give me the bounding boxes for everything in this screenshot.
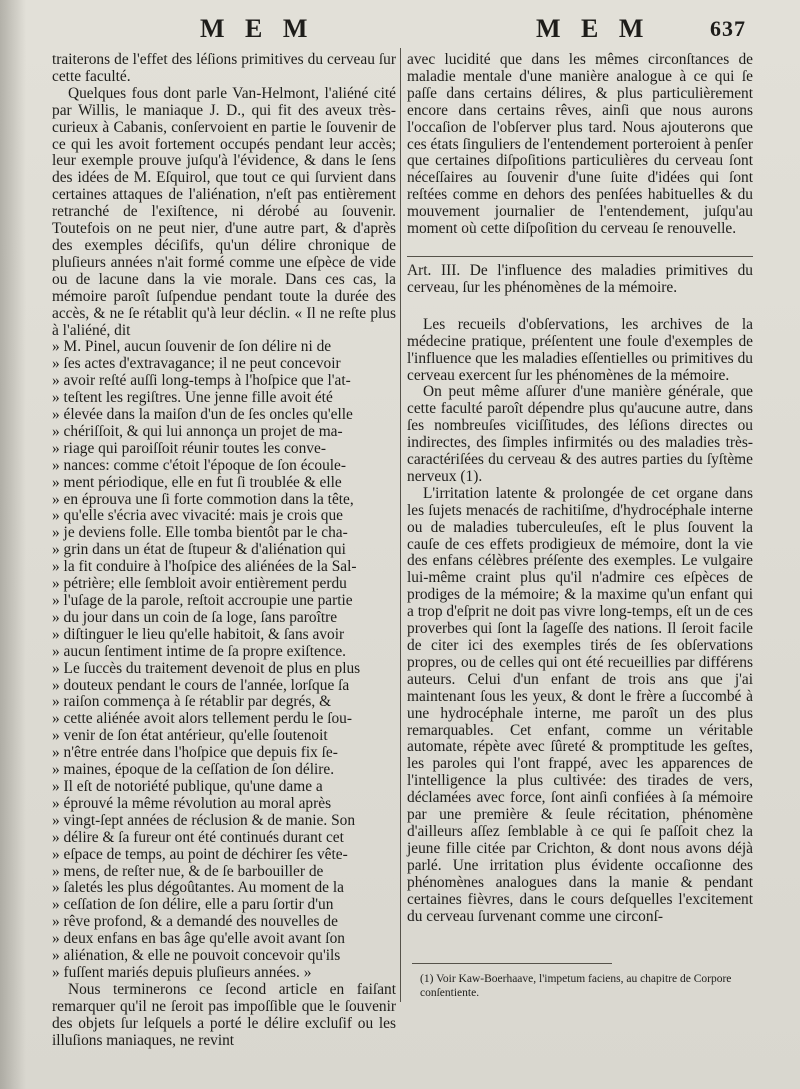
footnote: (1) Voir Kaw-Boerhaave, l'impetum faciens, au chapitre de Corpore conſentiente. — [420, 973, 732, 999]
quote-line: » Le ſuccès du traitement devenoit de plus en plus — [52, 659, 361, 677]
quote-line: » venir de ſon état antérieur, qu'elle ſoutenoit — [52, 727, 328, 745]
quote-line: » mens, de reſter nue, & de ſe barbouiller de — [52, 862, 324, 880]
quote-line: » M. Pinel, aucun ſouvenir de ſon délire ni de — [52, 338, 332, 356]
quote-line: » élevée dans la maiſon d'un de ſes oncles qu'elle — [52, 406, 353, 424]
quote-line: » qu'elle s'écria avec vivacité: mais je crois que — [52, 507, 344, 525]
quote-line: » chériſſoit, & qui lui annonça un projet de ma- — [52, 422, 343, 440]
quote-line: » riage qui paroiſſoit réunir toutes les conve- — [52, 439, 326, 457]
page-header — [0, 14, 800, 50]
paragraph: On peut même aſſurer d'une manière générale, que cette faculté paroît dépendre plus qu'aucune autre, dans ſes nombreuſes viciſſitudes, des léſions directes ou indirectes, des ſimples infirmités ou des maladies très-caractériſées du cerveau & des autres parties du ſyſtème nerveux (1). — [407, 383, 753, 485]
gutter-shadow — [0, 0, 26, 1089]
quote-line: » raiſon commença à ſe rétablir par degrés, & — [52, 693, 332, 711]
quote-line: » en éprouva une ſi forte commotion dans la tête, — [52, 490, 354, 508]
quote-line: » du jour dans un coin de ſa loge, ſans paroître — [52, 608, 338, 626]
quote-line: » ceſſation de ſon délire, elle a paru ſortir d'un — [52, 896, 334, 914]
quote-line: » ſes actes d'extravagance; il ne peut concevoir — [52, 355, 341, 373]
quote-line: » aucun ſentiment intime de ſa propre exiſtence. — [52, 642, 347, 660]
quote-line: » l'uſage de la parole, reſtoit accroupie une partie — [52, 592, 353, 609]
quote-line: » la fit conduire à l'hoſpice des aliénées de la Sal- — [52, 558, 357, 576]
article-heading: Art. III. De l'influence des maladies primitives du cerveau, ſur les phénomènes de la mémoire. — [407, 256, 753, 297]
paragraph: Quelques fous dont parle Van-Helmont, l'aliéné cité par Willis, le maniaque J. D., qui fit des aveux très-curieux à Cabanis, conſervoient en partie le ſouvenir de ce qui les avoit fortement occupés pendant leur accès; leur exemple prouve juſqu'à l'évidence, & dans le ſens des idées de M. Eſquirol, que tout ce qui ſurvient dans certaines attaques de l'aliénation, n'eſt pas entièrement retranché de l'exiſtence, ni dérobé au ſouvenir. Toutefois on ne peut nier, d'une autre part, & d'après des exemples déciſifs, qu'un délire chronique de pluſieurs années n'ait formé comme une eſpèce de vide ou de lacune dans la vie morale. Dans ces cas, la mémoire paroît ſuſpendue pendant toute la durée des accès, & ne ſe rétablit qu'à leur déclin. « Il ne reſte plus à l'aliéné, dit — [52, 84, 396, 339]
quote-line: » délire & ſa fureur ont été continués durant cet — [52, 828, 344, 846]
page-number: 637 — [710, 16, 746, 41]
quote-line: » je deviens folle. Elle tomba bientôt par le cha- — [52, 524, 348, 542]
quote-line: » fuſſent mariés depuis pluſieurs années. » — [52, 963, 312, 981]
quote-line: » nances: comme c'étoit l'époque de ſon écoule- — [52, 456, 347, 474]
quote-line: » n'être entrée dans l'hoſpice que depuis fix ſe- — [52, 744, 338, 762]
quote-line: » avoir reſté auſſi long-temps à l'hoſpice que l'at- — [52, 372, 351, 390]
quote-line: » éprouvé la même révolution au moral après — [52, 794, 332, 812]
quote-line: » diſtinguer le lieu qu'elle habitoit, & ſans avoir — [52, 625, 345, 643]
running-title-right: M E M — [536, 14, 651, 43]
paragraph-continuation: traiterons de l'effet des léſions primitives du cerveau ſur cette faculté. — [52, 51, 396, 85]
quote-line: » grin dans un état de ſtupeur & d'aliénation qui — [52, 541, 346, 559]
column-rule — [400, 48, 401, 1002]
quote-line: » teſtent les regiſtres. Une jenne fille avoit été — [52, 389, 333, 407]
quote-line: » ment périodique, elle en fut ſi troublée & elle — [52, 473, 342, 491]
quote-line: » maines, époque de la ceſſation de ſon délire. — [52, 761, 335, 779]
left-column — [52, 52, 396, 1049]
footnote-rule — [412, 963, 612, 964]
running-title-left: M E M — [200, 14, 315, 43]
quote-line: » douteux pendant le cours de l'année, lorſque ſa — [52, 676, 350, 694]
quote-line: » ſaletés les plus dégoûtantes. Au moment de la — [52, 879, 344, 897]
paragraph: Nous terminerons ce ſecond article en faiſant remarquer qu'il ne ſeroit pas impoſſible que le ſouvenir des objets ſur leſquels a porté le délire excluſif ou les illuſions maniaques, ne revint — [52, 980, 396, 1049]
paragraph: Les recueils d'obſervations, les archives de la médecine pratique, préſentent une foule d'exemples de l'influence que les maladies eſſentielles ou primitives du cerveau exercent ſur les phénomènes de la mémoire. — [407, 315, 753, 384]
quote-line: » rêve profond, & a demandé des nouvelles de — [52, 913, 338, 931]
quote-line: » cette aliénée avoit alors tellement perdu le ſou- — [52, 710, 352, 728]
quote-line: » Il eſt de notoriété publique, qu'une dame a — [52, 777, 323, 795]
paragraph: L'irritation latente & prolongée de cet organe dans les ſujets menacés de rachitiſme, d'hydrocéphale interne ou de maladies tuberculeuſes, eſt le plus ſouvent la cauſe de ces effets prodigieux de mémoire, dont la vie des enfans célèbres préſente des exemples. Le vulgaire lui-même craint plus qu'il n'admire ces eſpèces de prodiges de la mémoire; & la maxime qu'un enfant qui a trop d'eſprit ne doit pas vivre long-temps, eſt un de ces proverbes qui ſont la ſageſſe des nations. Il ſeroit facile de citer ici des exemples tirés de ſes obſervations propres, ou de celles qui ont été recueillies par différens auteurs. Celui d'un enfant de trois ans que j'ai maintenant ſous les yeux, & dont le frère a ſuccombé à une hydrocéphale interne, me paroît un des plus remarquables. Cet enfant, comme un véritable automate, répète avec ſûreté & promptitude les geſtes, les paroles qui l'ont frappé, avec les apparences de l'intelligence la plus cultivée: des tirades de vers, déclamées avec force, ſont ainſi confiées à ſa mémoire par une première & ſeule récitation, phénomène d'ailleurs aſſez ſemblable à ce qui ſe paſſoit chez la jeune fille citée par Crichton, & dont nous avons déjà parlé. Une irritation plus évidente occaſionne des phénomènes analogues dans la manie & pendant certaines fièvres, dans le cours deſquelles l'excitement du cerveau ſurvenant comme une circonſ- — [407, 484, 753, 925]
quote-line: » eſpace de temps, au point de déchirer ſes vête- — [52, 845, 348, 863]
quote-line: » vingt-ſept années de réclusion & de manie. Son — [52, 811, 356, 829]
paragraph-continuation: avec lucidité que dans les mêmes circonſtances de maladie mentale d'une manière analogue à ce qui ſe paſſe dans certains délires, & plus particulièrement encore dans certains rêves, ainſi que nous aurons l'occaſion de l'obſerver plus tard. Nous ajouterons que ces états ſinguliers de l'entendement porteroient à penſer que certaines diſpoſitions particulières du cerveau ſont néceſſaires au ſouvenir d'une ſuite d'idées qui ſont reſtées comme en dehors des penſées habituelles & du mouvement journalier de l'entendement, juſqu'au moment où cette diſpoſition du cerveau ſe renouvelle. — [407, 51, 753, 238]
quote-line: » aliénation, & elle ne pouvoit concevoir qu'ils — [52, 947, 341, 965]
quotation-block — [52, 339, 396, 981]
quote-line: » pétrière; elle ſembloit avoir entièrement perdu — [52, 575, 347, 593]
quote-line: » deux enfans en bas âge qu'elle avoit avant ſon — [52, 930, 345, 948]
right-column — [407, 52, 753, 925]
